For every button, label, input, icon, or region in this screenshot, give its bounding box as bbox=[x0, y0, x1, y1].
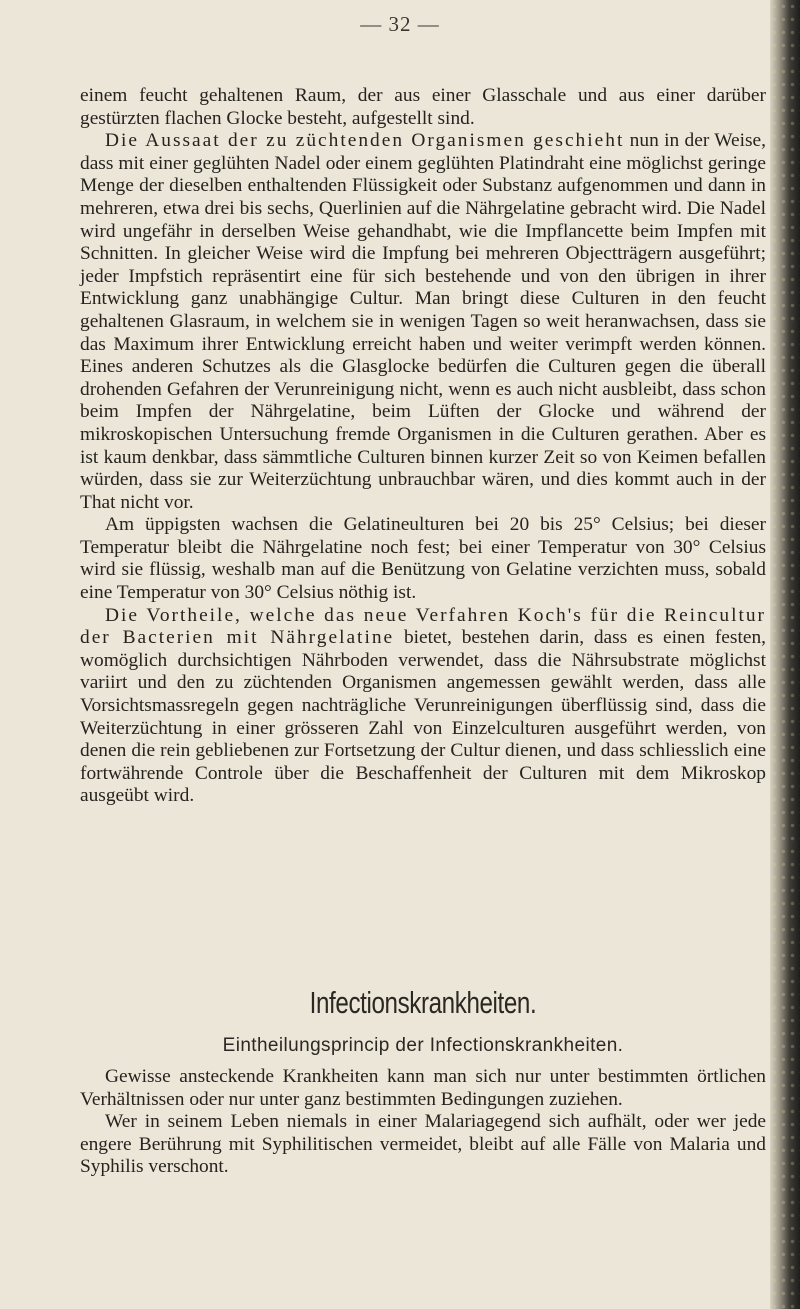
page-number: — 32 — bbox=[360, 12, 440, 36]
paragraph: einem feucht gehaltenen Raum, der aus einer Glasschale und aus einer darüber gestürzten flachen Glocke besteht, aufgestellt sind. bbox=[80, 85, 766, 129]
binding-texture bbox=[770, 0, 800, 1309]
spaced-emphasis: Die Vortheile, welche das neue Verfahren Koch's für die Reincultur der Bacterien mit Nährgelatine bbox=[80, 604, 766, 649]
paragraph: Am üppigsten wachsen die Gelatineulturen bei 20 bis 25° Celsius; bei dieser Temperatur bleibt die Nährgelatine noch fest; bei einer Temperatur von 30° Celsius wird sie flüssig, weshalb man auf die Benützung von Gelatine verzichten muss, sobald eine Temperatur von 30° Celsius nöthig ist. bbox=[80, 514, 766, 604]
paragraph: Die Vortheile, welche das neue Verfahren Koch's für die Reincultur der Bacterien mit Nährgelatine bietet, bestehen darin, dass es einen festen, womöglich durchsichtigen Nährboden verwendet, dass die Nährsubstrate möglichst variirt und den zu züchtenden Organismen angemessen gewählt werden, dass alle Vorsichtsmassregeln gegen nachträgliche Verunreinigungen überflüssig sind, dass die Weiterzüchtung in einer grösseren Zahl von Einzelculturen ausgeführt werden, von denen die rein gebliebenen zur Fortsetzung der Cultur dienen, und dass schliesslich eine fortwährende Controle über die Beschaffenheit der Culturen mit dem Mikroskop ausgeübt wird. bbox=[80, 604, 766, 807]
paragraph: Gewisse ansteckende Krankheiten kann man sich nur unter bestimmten örtlichen Verhältnissen oder nur unter ganz bestimmten Bedingungen zuziehen. bbox=[80, 1066, 766, 1110]
subheading: Eintheilungsprincip der Infectionskrankheiten. bbox=[222, 1035, 624, 1056]
spaced-emphasis: Die Aussaat der zu züchtenden Organismen geschieht bbox=[105, 130, 625, 152]
paragraph: Die Aussaat der zu züchtenden Organismen geschieht nun in der Weise, dass mit einer geglühten Nadel oder einem geglühten Platindraht eine möglichst geringe Menge der dieselben enthaltenden Flüssigkeit oder Substanz aufgenommen und dann in mehreren, etwa drei bis sechs, Querlinien auf die Nährgelatine gebracht wird. Die Nadel wird ungefähr in derselben Weise gehandhabt, wie die Impflancette beim Impfen mit Schnitten. In gleicher Weise wird die Impfung bei mehreren Objectträgern ausgeführt; jeder Impfstich repräsentirt eine für sich bestehende und von den übrigen in ihrer Entwicklung ganz unabhängige Cultur. Man bringt diese Culturen in den feucht gehaltenen Glasraum, in welchem sie in wenigen Tagen so weit heranwachsen, dass sie das Maximum ihrer Entwicklung erreicht haben und weiter verimpft werden können. Eines anderen Schutzes als die Glasglocke bedürfen die Culturen gegen die überall drohenden Gefahren der Verunreinigung nicht, wenn es auch nicht ausbleibt, dass schon beim Impfen der Nährgelatine, beim Lüften der Glocke und während der mikroskopischen Untersuchung fremde Organismen in die Culturen gerathen. Aber es ist kaum denkbar, dass sämmtliche Culturen binnen kurzer Zeit so von Keimen befallen würden, dass sie zur Weiterzüchtung unbrauchbar wären, und dies kommt auch in der That nicht vor. bbox=[80, 130, 767, 513]
section-heading: Infectionskrankheiten. bbox=[309, 985, 537, 1020]
body-text-top bbox=[80, 85, 766, 808]
body-text-bottom bbox=[80, 1066, 766, 1179]
paragraph: Wer in seinem Leben niemals in einer Malariagegend sich aufhält, oder wer jede engere Berührung mit Syphilitischen vermeidet, bleibt auf alle Fälle von Malaria und Syphilis verschont. bbox=[80, 1111, 766, 1178]
